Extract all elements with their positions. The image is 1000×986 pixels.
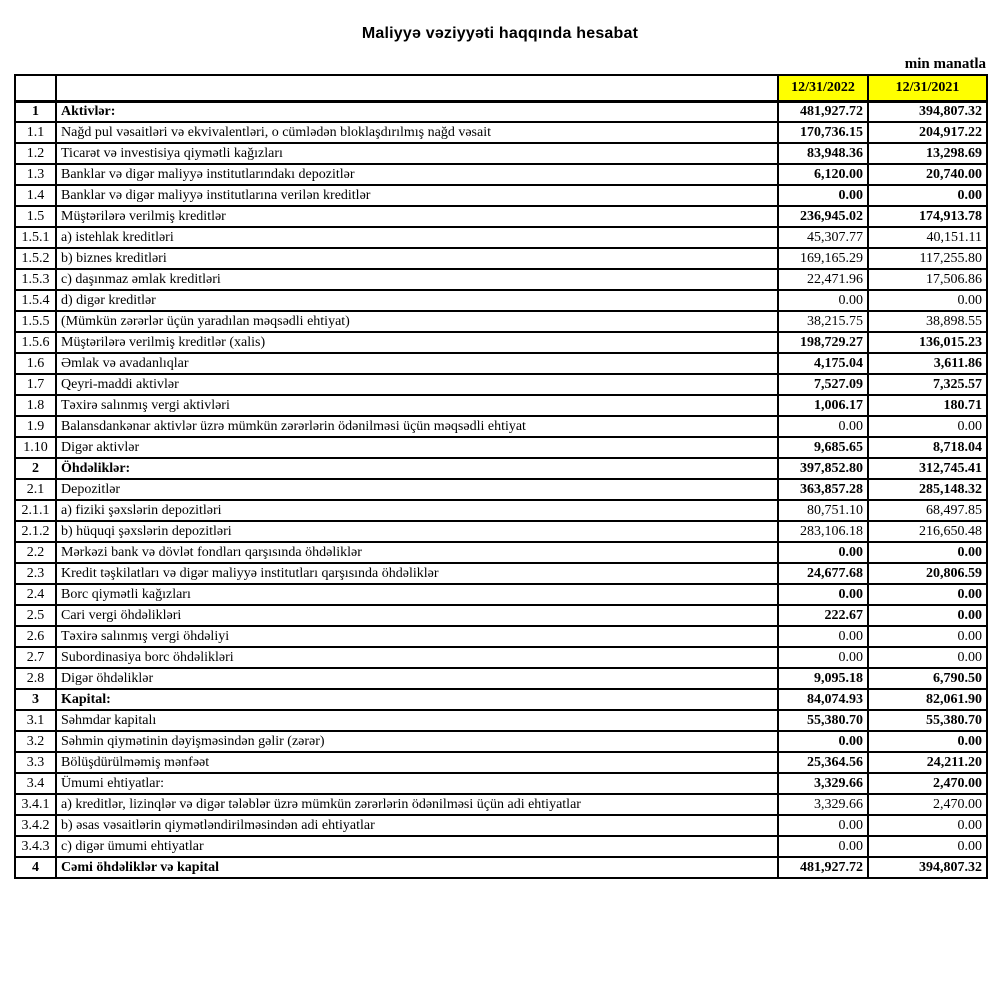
row-label: Aktivlər: — [56, 101, 778, 122]
row-number: 1.5.4 — [15, 290, 56, 311]
row-label: Kapital: — [56, 689, 778, 710]
value-2021: 0.00 — [868, 647, 987, 668]
row-number: 1.3 — [15, 164, 56, 185]
row-label: a) istehlak kreditləri — [56, 227, 778, 248]
value-2021: 204,917.22 — [868, 122, 987, 143]
table-row — [15, 290, 987, 311]
value-2021: 285,148.32 — [868, 479, 987, 500]
value-2021: 20,740.00 — [868, 164, 987, 185]
value-2021: 55,380.70 — [868, 710, 987, 731]
row-label: Digər aktivlər — [56, 437, 778, 458]
table-row — [15, 773, 987, 794]
row-number: 2.4 — [15, 584, 56, 605]
row-number: 3.4.3 — [15, 836, 56, 857]
value-2021: 312,745.41 — [868, 458, 987, 479]
row-number: 2 — [15, 458, 56, 479]
table-row — [15, 164, 987, 185]
table-row — [15, 731, 987, 752]
row-label: Ticarət və investisiya qiymətli kağızları — [56, 143, 778, 164]
value-2022: 169,165.29 — [778, 248, 868, 269]
value-2021: 0.00 — [868, 815, 987, 836]
value-2021: 0.00 — [868, 731, 987, 752]
row-number: 1.6 — [15, 353, 56, 374]
row-number: 3.1 — [15, 710, 56, 731]
table-row — [15, 101, 987, 122]
row-label: Təxirə salınmış vergi aktivləri — [56, 395, 778, 416]
table-row — [15, 311, 987, 332]
row-number: 1.5.2 — [15, 248, 56, 269]
value-2022: 0.00 — [778, 584, 868, 605]
value-2021: 117,255.80 — [868, 248, 987, 269]
value-2021: 0.00 — [868, 584, 987, 605]
row-label: (Mümkün zərərlər üçün yaradılan məqsədli ehtiyat) — [56, 311, 778, 332]
table-row — [15, 836, 987, 857]
table-row — [15, 479, 987, 500]
table-row — [15, 500, 987, 521]
value-2022: 0.00 — [778, 290, 868, 311]
table-body — [15, 101, 987, 878]
table-row — [15, 206, 987, 227]
table-row — [15, 542, 987, 563]
row-number: 2.7 — [15, 647, 56, 668]
header-col-2022: 12/31/2022 — [778, 75, 868, 101]
value-2022: 0.00 — [778, 542, 868, 563]
table-row — [15, 689, 987, 710]
row-number: 1.4 — [15, 185, 56, 206]
row-number: 2.8 — [15, 668, 56, 689]
value-2022: 0.00 — [778, 836, 868, 857]
row-label: b) əsas vəsaitlərin qiymətləndirilməsindən adi ehtiyatlar — [56, 815, 778, 836]
row-number: 2.5 — [15, 605, 56, 626]
table-row — [15, 374, 987, 395]
value-2022: 84,074.93 — [778, 689, 868, 710]
row-label: Balansdankənar aktivlər üzrə mümkün zərərlərin ödənilməsi üçün məqsədli ehtiyat — [56, 416, 778, 437]
value-2022: 22,471.96 — [778, 269, 868, 290]
row-number: 1.2 — [15, 143, 56, 164]
row-number: 2.2 — [15, 542, 56, 563]
row-label: Müştərilərə verilmiş kreditlər — [56, 206, 778, 227]
value-2021: 180.71 — [868, 395, 987, 416]
value-2021: 0.00 — [868, 605, 987, 626]
value-2021: 394,807.32 — [868, 101, 987, 122]
value-2022: 9,685.65 — [778, 437, 868, 458]
value-2021: 136,015.23 — [868, 332, 987, 353]
table-row — [15, 122, 987, 143]
table-row — [15, 458, 987, 479]
row-label: b) hüquqi şəxslərin depozitləri — [56, 521, 778, 542]
row-label: Öhdəliklər: — [56, 458, 778, 479]
row-label: d) digər kreditlər — [56, 290, 778, 311]
row-number: 3.4 — [15, 773, 56, 794]
value-2021: 8,718.04 — [868, 437, 987, 458]
financial-table — [14, 74, 988, 879]
row-number: 1 — [15, 101, 56, 122]
value-2022: 198,729.27 — [778, 332, 868, 353]
row-number: 3.4.2 — [15, 815, 56, 836]
value-2022: 0.00 — [778, 731, 868, 752]
row-label: Səhmin qiymətinin dəyişməsindən gəlir (zərər) — [56, 731, 778, 752]
value-2022: 283,106.18 — [778, 521, 868, 542]
row-number: 1.1 — [15, 122, 56, 143]
row-label: Səhmdar kapitalı — [56, 710, 778, 731]
row-label: Mərkəzi bank və dövlət fondları qarşısında öhdəliklər — [56, 542, 778, 563]
row-number: 1.9 — [15, 416, 56, 437]
value-2022: 3,329.66 — [778, 773, 868, 794]
value-2022: 170,736.15 — [778, 122, 868, 143]
table-row — [15, 857, 987, 878]
table-row — [15, 815, 987, 836]
table-row — [15, 647, 987, 668]
table-row — [15, 563, 987, 584]
table-row — [15, 248, 987, 269]
row-label: Müştərilərə verilmiş kreditlər (xalis) — [56, 332, 778, 353]
table-row — [15, 437, 987, 458]
row-label: Qeyri-maddi aktivlər — [56, 374, 778, 395]
row-label: Kredit təşkilatları və digər maliyyə institutları qarşısında öhdəliklər — [56, 563, 778, 584]
row-number: 3.4.1 — [15, 794, 56, 815]
row-label: c) digər ümumi ehtiyatlar — [56, 836, 778, 857]
table-row — [15, 710, 987, 731]
value-2022: 83,948.36 — [778, 143, 868, 164]
table-row — [15, 752, 987, 773]
table-row — [15, 416, 987, 437]
table-row — [15, 794, 987, 815]
value-2021: 17,506.86 — [868, 269, 987, 290]
value-2022: 1,006.17 — [778, 395, 868, 416]
row-number: 1.5.6 — [15, 332, 56, 353]
row-label: Təxirə salınmış vergi öhdəliyi — [56, 626, 778, 647]
value-2022: 236,945.02 — [778, 206, 868, 227]
table-row — [15, 584, 987, 605]
table-header — [15, 75, 987, 101]
row-number: 1.10 — [15, 437, 56, 458]
value-2021: 13,298.69 — [868, 143, 987, 164]
unit-note: min manatla — [904, 56, 986, 72]
row-label: Əmlak və avadanlıqlar — [56, 353, 778, 374]
value-2022: 0.00 — [778, 185, 868, 206]
value-2021: 0.00 — [868, 185, 987, 206]
value-2022: 80,751.10 — [778, 500, 868, 521]
value-2022: 0.00 — [778, 647, 868, 668]
row-number: 2.3 — [15, 563, 56, 584]
value-2022: 481,927.72 — [778, 101, 868, 122]
value-2021: 394,807.32 — [868, 857, 987, 878]
row-number: 2.6 — [15, 626, 56, 647]
value-2021: 0.00 — [868, 836, 987, 857]
value-2021: 40,151.11 — [868, 227, 987, 248]
row-label: a) kreditlər, lizinqlər və digər tələblər üzrə mümkün zərərlərin ödənilməsi üçün adi ehtiyatlar — [56, 794, 778, 815]
row-label: b) biznes kreditləri — [56, 248, 778, 269]
row-number: 3.2 — [15, 731, 56, 752]
table-row — [15, 395, 987, 416]
value-2021: 68,497.85 — [868, 500, 987, 521]
row-label: Nağd pul vəsaitləri və ekvivalentləri, o cümlədən bloklaşdırılmış nağd vəsait — [56, 122, 778, 143]
table-row — [15, 626, 987, 647]
value-2021: 3,611.86 — [868, 353, 987, 374]
value-2021: 82,061.90 — [868, 689, 987, 710]
table-row — [15, 269, 987, 290]
value-2021: 38,898.55 — [868, 311, 987, 332]
table-row — [15, 143, 987, 164]
value-2022: 0.00 — [778, 815, 868, 836]
row-number: 3 — [15, 689, 56, 710]
row-label: Banklar və digər maliyyə institutlarındakı depozitlər — [56, 164, 778, 185]
value-2022: 222.67 — [778, 605, 868, 626]
header-empty-description — [56, 75, 778, 101]
value-2022: 25,364.56 — [778, 752, 868, 773]
row-label: Banklar və digər maliyyə institutlarına verilən kreditlər — [56, 185, 778, 206]
header-empty-number — [15, 75, 56, 101]
row-label: Subordinasiya borc öhdəlikləri — [56, 647, 778, 668]
value-2022: 9,095.18 — [778, 668, 868, 689]
value-2022: 481,927.72 — [778, 857, 868, 878]
value-2021: 2,470.00 — [868, 773, 987, 794]
table-row — [15, 332, 987, 353]
report-title: Maliyyə vəziyyəti haqqında hesabat — [361, 25, 639, 42]
row-number: 3.3 — [15, 752, 56, 773]
row-number: 2.1.2 — [15, 521, 56, 542]
value-2022: 0.00 — [778, 626, 868, 647]
row-number: 2.1 — [15, 479, 56, 500]
value-2022: 397,852.80 — [778, 458, 868, 479]
table-row — [15, 353, 987, 374]
value-2021: 0.00 — [868, 626, 987, 647]
table-row — [15, 521, 987, 542]
value-2021: 20,806.59 — [868, 563, 987, 584]
value-2021: 24,211.20 — [868, 752, 987, 773]
row-label: Borc qiymətli kağızları — [56, 584, 778, 605]
value-2021: 174,913.78 — [868, 206, 987, 227]
value-2022: 363,857.28 — [778, 479, 868, 500]
value-2022: 38,215.75 — [778, 311, 868, 332]
value-2022: 4,175.04 — [778, 353, 868, 374]
value-2021: 0.00 — [868, 542, 987, 563]
value-2021: 216,650.48 — [868, 521, 987, 542]
row-number: 1.8 — [15, 395, 56, 416]
row-number: 4 — [15, 857, 56, 878]
row-label: c) daşınmaz əmlak kreditləri — [56, 269, 778, 290]
row-label: Cəmi öhdəliklər və kapital — [56, 857, 778, 878]
value-2022: 0.00 — [778, 416, 868, 437]
value-2021: 2,470.00 — [868, 794, 987, 815]
value-2021: 0.00 — [868, 290, 987, 311]
value-2022: 6,120.00 — [778, 164, 868, 185]
value-2022: 7,527.09 — [778, 374, 868, 395]
row-label: Ümumi ehtiyatlar: — [56, 773, 778, 794]
row-label: Cari vergi öhdəlikləri — [56, 605, 778, 626]
row-label: a) fiziki şəxslərin depozitləri — [56, 500, 778, 521]
table-row — [15, 668, 987, 689]
row-number: 1.5.3 — [15, 269, 56, 290]
row-number: 2.1.1 — [15, 500, 56, 521]
table-row — [15, 605, 987, 626]
value-2022: 55,380.70 — [778, 710, 868, 731]
row-number: 1.5.5 — [15, 311, 56, 332]
table-row — [15, 227, 987, 248]
row-label: Bölüşdürülməmiş mənfəət — [56, 752, 778, 773]
value-2021: 7,325.57 — [868, 374, 987, 395]
value-2022: 24,677.68 — [778, 563, 868, 584]
row-number: 1.5 — [15, 206, 56, 227]
value-2021: 6,790.50 — [868, 668, 987, 689]
table-row — [15, 185, 987, 206]
row-label: Digər öhdəliklər — [56, 668, 778, 689]
row-number: 1.5.1 — [15, 227, 56, 248]
header-col-2021: 12/31/2021 — [868, 75, 987, 101]
header-row — [15, 75, 987, 101]
row-number: 1.7 — [15, 374, 56, 395]
row-label: Depozitlər — [56, 479, 778, 500]
value-2022: 45,307.77 — [778, 227, 868, 248]
value-2022: 3,329.66 — [778, 794, 868, 815]
value-2021: 0.00 — [868, 416, 987, 437]
